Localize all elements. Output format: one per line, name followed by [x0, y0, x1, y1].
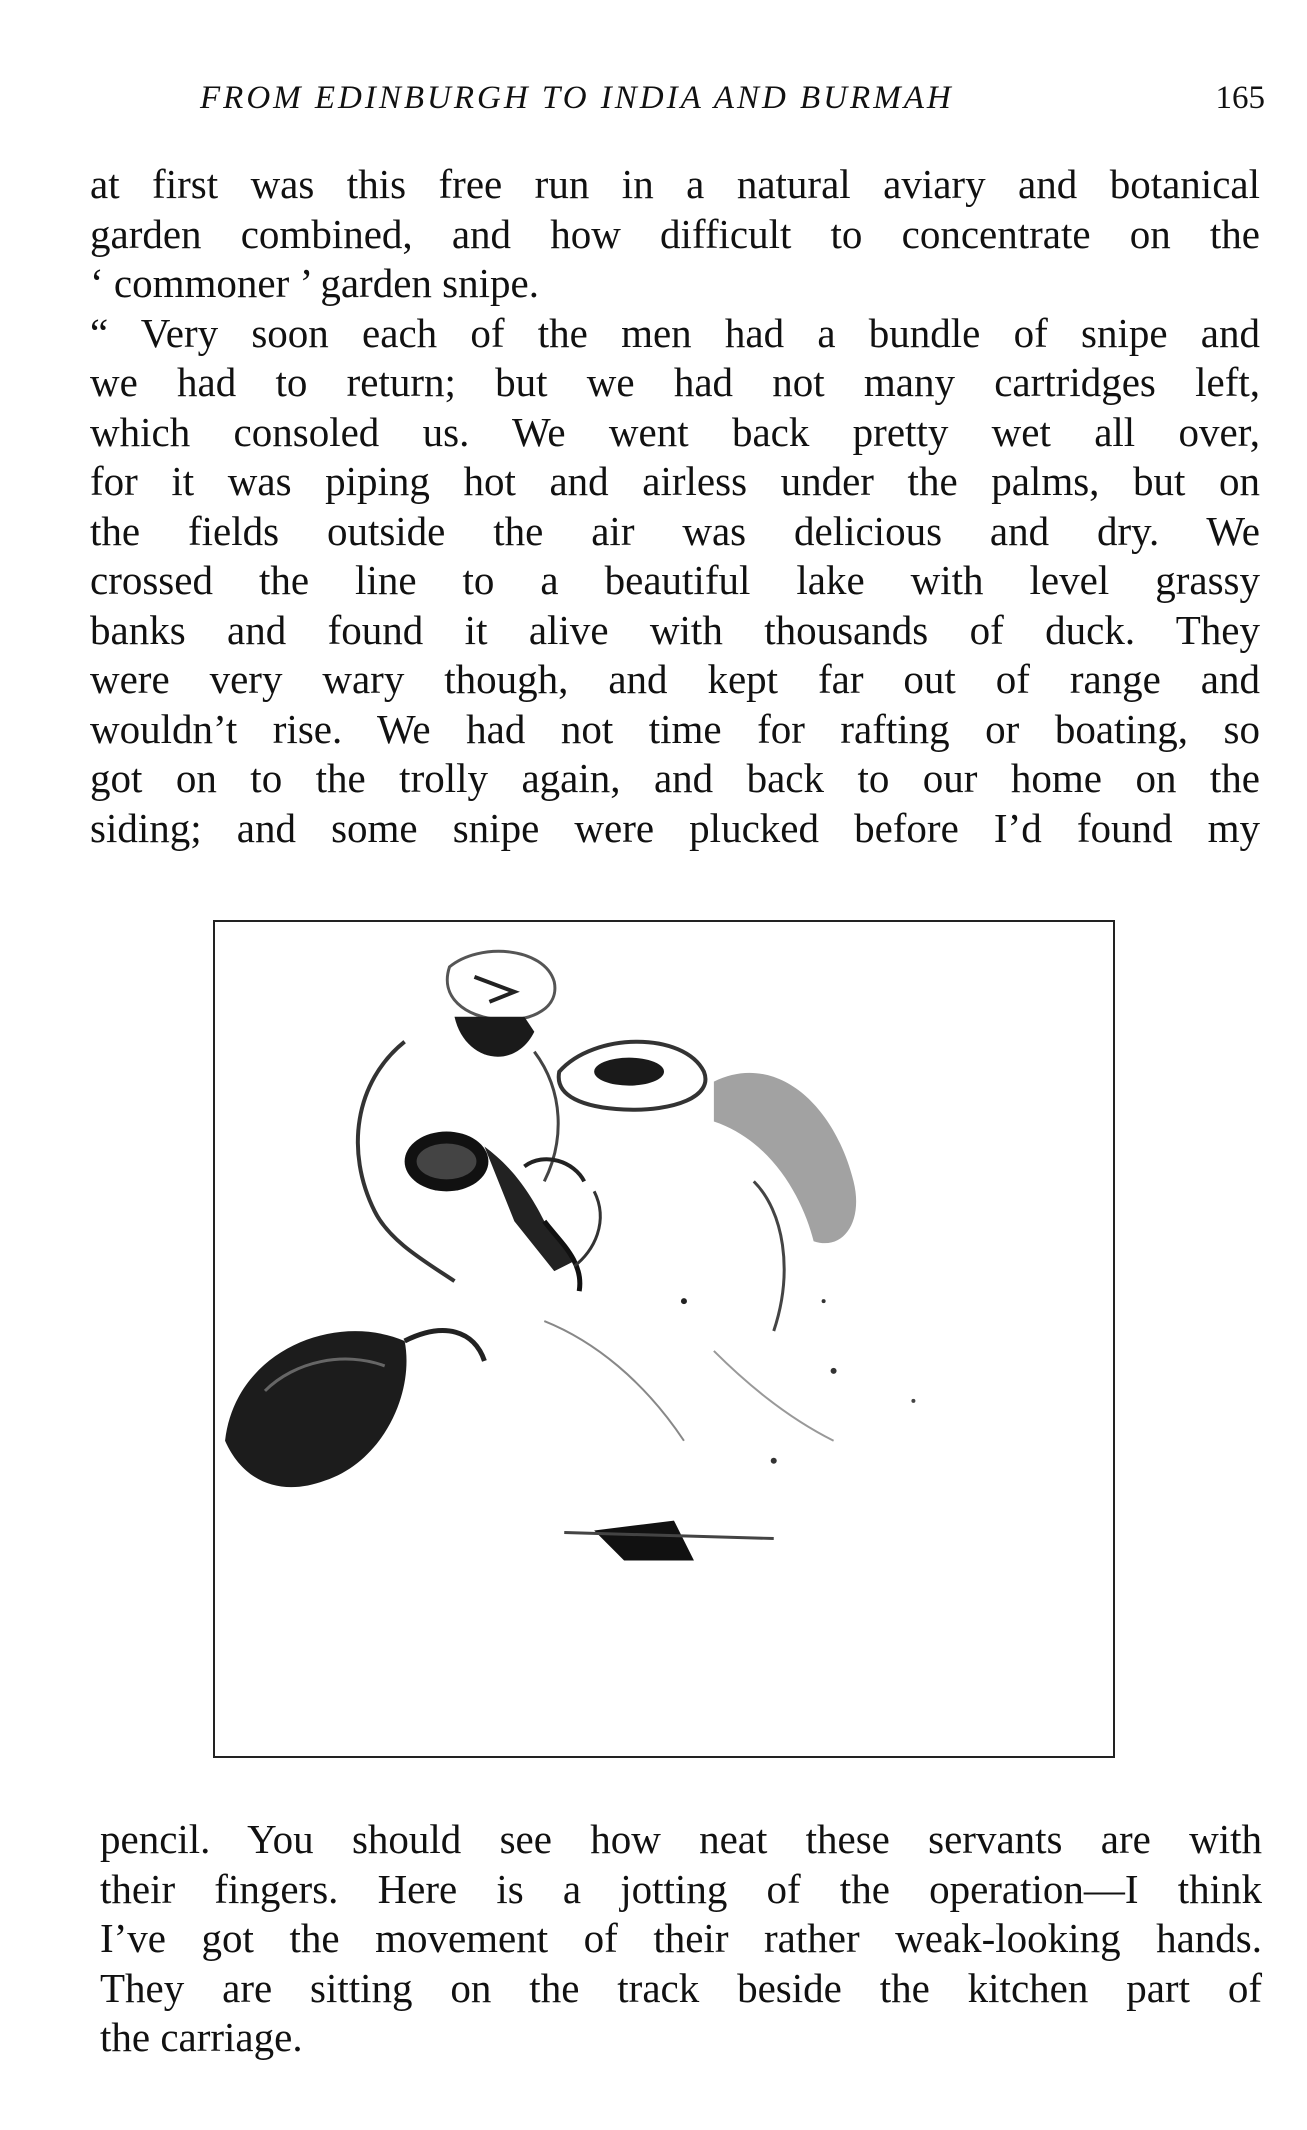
text-line: which consoled us. We went back pretty wet all over,	[90, 408, 1260, 455]
text-line: at first was this free run in a natural aviary and botanical	[90, 161, 1260, 207]
sketch-figure	[213, 920, 1115, 1758]
text-line: siding; and some snipe were plucked before I’d found my	[90, 804, 1260, 851]
text-line: the carriage.	[100, 2014, 303, 2060]
text-line: ‘ commoner ’ garden snipe.	[90, 260, 539, 306]
text-line: banks and found it alive with thousands of duck. They	[90, 606, 1260, 653]
text-line: we had to return; but we had not many cartridges left,	[90, 359, 1260, 405]
page-number: 165	[1215, 80, 1265, 116]
text-line: crossed the line to a beautiful lake with level grassy	[90, 557, 1260, 603]
text-line: I’ve got the movement of their rather weak-looking hands.	[100, 1915, 1262, 1961]
text-line: got on to the trolly again, and back to our home on the	[90, 755, 1260, 801]
paragraph-bottom	[100, 1815, 1262, 2063]
sketch-servants-plucking-snipe-icon	[215, 922, 1113, 1756]
running-title: FROM EDINBURGH TO INDIA AND BURMAH	[200, 80, 954, 116]
text-line: garden combined, and how difficult to concentrate on the	[90, 210, 1260, 257]
text-line: the fields outside the air was delicious and dry. We	[90, 507, 1260, 554]
text-line: their fingers. Here is a jotting of the operation—I think	[100, 1865, 1262, 1912]
text-line: wouldn’t rise. We had not time for rafting or boating, so	[90, 705, 1260, 752]
text-line: for it was piping hot and airless under the palms, but on	[90, 458, 1260, 504]
text-line: They are sitting on the track beside the kitchen part of	[100, 1964, 1262, 2011]
running-head	[90, 80, 1265, 130]
text-line: were very wary though, and kept far out of range and	[90, 656, 1260, 702]
text-line: “ Very soon each of the men had a bundle of snipe and	[90, 309, 1260, 356]
text-line: pencil. You should see how neat these servants are with	[100, 1816, 1262, 1862]
paragraph-top	[90, 160, 1260, 853]
